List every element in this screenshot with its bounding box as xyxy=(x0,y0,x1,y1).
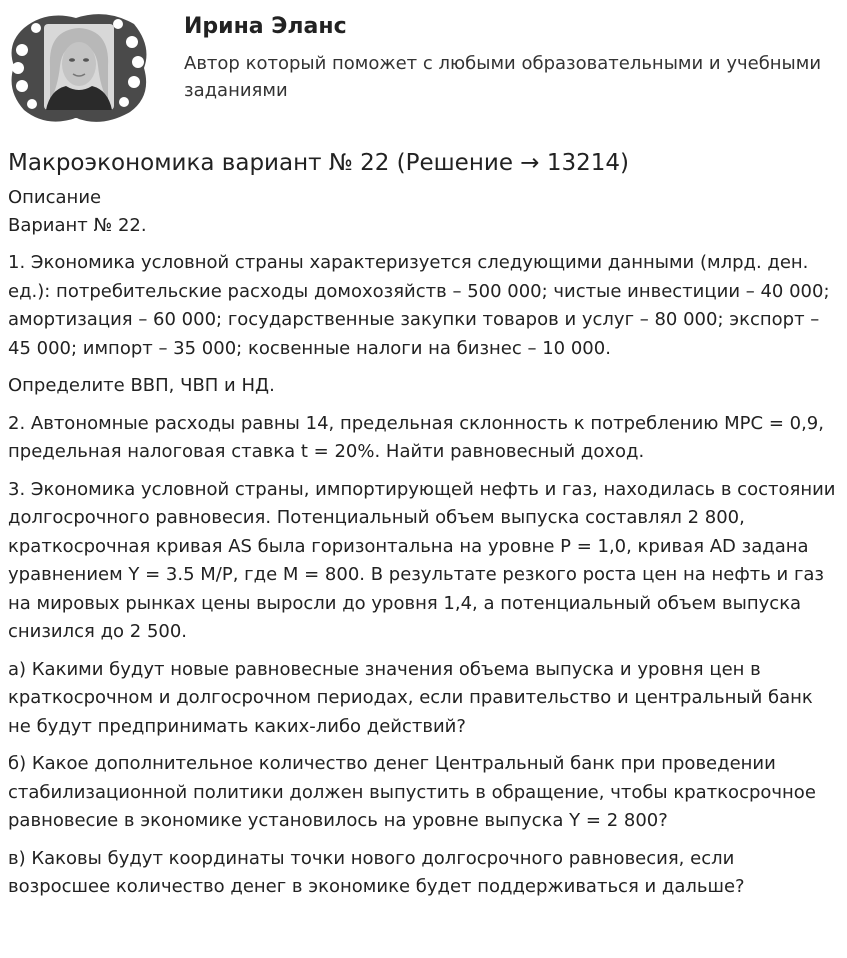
paragraph-task-2: 2. Автономные расходы равны 14, предельная склонность к потреблению MPC = 0,9, предельная налоговая ставка t = 20%. Найти равновесный доход. xyxy=(8,412,824,462)
document-content xyxy=(8,146,838,902)
paragraph-task-3b: б) Какое дополнительное количество денег Центральный банк при проведении стабилизационной политики должен выпустить в обращение, чтобы краткосрочное равновесие в экономике установилось на уровне выпуска Y = 2 800? xyxy=(8,753,816,831)
avatar-film-frame xyxy=(6,6,152,128)
paragraph-task-3c: в) Каковы будут координаты точки нового долгосрочного равновесия, если возросшее количество денег в экономике будет поддерживаться и дальше? xyxy=(8,847,745,897)
author-card xyxy=(0,0,847,135)
author-avatar[interactable] xyxy=(6,6,152,128)
variant-label: Вариант № 22. xyxy=(8,215,147,236)
paragraph-task-3: 3. Экономика условной страны, импортирующей нефть и газ, находилась в состоянии долгосрочного равновесия. Потенциальный объем выпуска составлял 2 800, краткосрочная кривая AS была горизонтальна на уровне P = 1,0, кривая AD задана уравнением Y = 3.5 M/P, где M = 800. В результате резкого роста цен на нефть и газ на мировых рынках цены выросли до уровня 1,4, а потенциальный объем выпуска снизился до 2 500. xyxy=(8,478,836,642)
author-info xyxy=(184,12,824,104)
paragraph-task-3a: а) Какими будут новые равновесные значения объема выпуска и уровня цен в краткосрочном и долгосрочном периодах, если правительство и центральный банк не будут предпринимать каких-либо действий? xyxy=(8,658,813,737)
page-title: Макроэкономика вариант № 22 (Решение → 13214) xyxy=(8,150,629,176)
author-description: Автор который поможет с любыми образовательными и учебными заданиями xyxy=(184,53,822,101)
author-name[interactable]: Ирина Эланс xyxy=(184,14,347,39)
description-label: Описание xyxy=(8,187,102,208)
paragraph-task-1-question: Определите ВВП, ЧВП и НД. xyxy=(8,375,275,396)
paragraph-task-1: 1. Экономика условной страны характеризуется следующими данными (млрд. ден. ед.): потребительские расходы домохозяйств – 500 000; чистые инвестиции – 40 000; амортизация – 60 000; государственные закупки товаров и услуг – 80 000; экспорт – 45 000; импорт – 35 000; косвенные налоги на бизнес – 10 000. xyxy=(8,252,830,359)
